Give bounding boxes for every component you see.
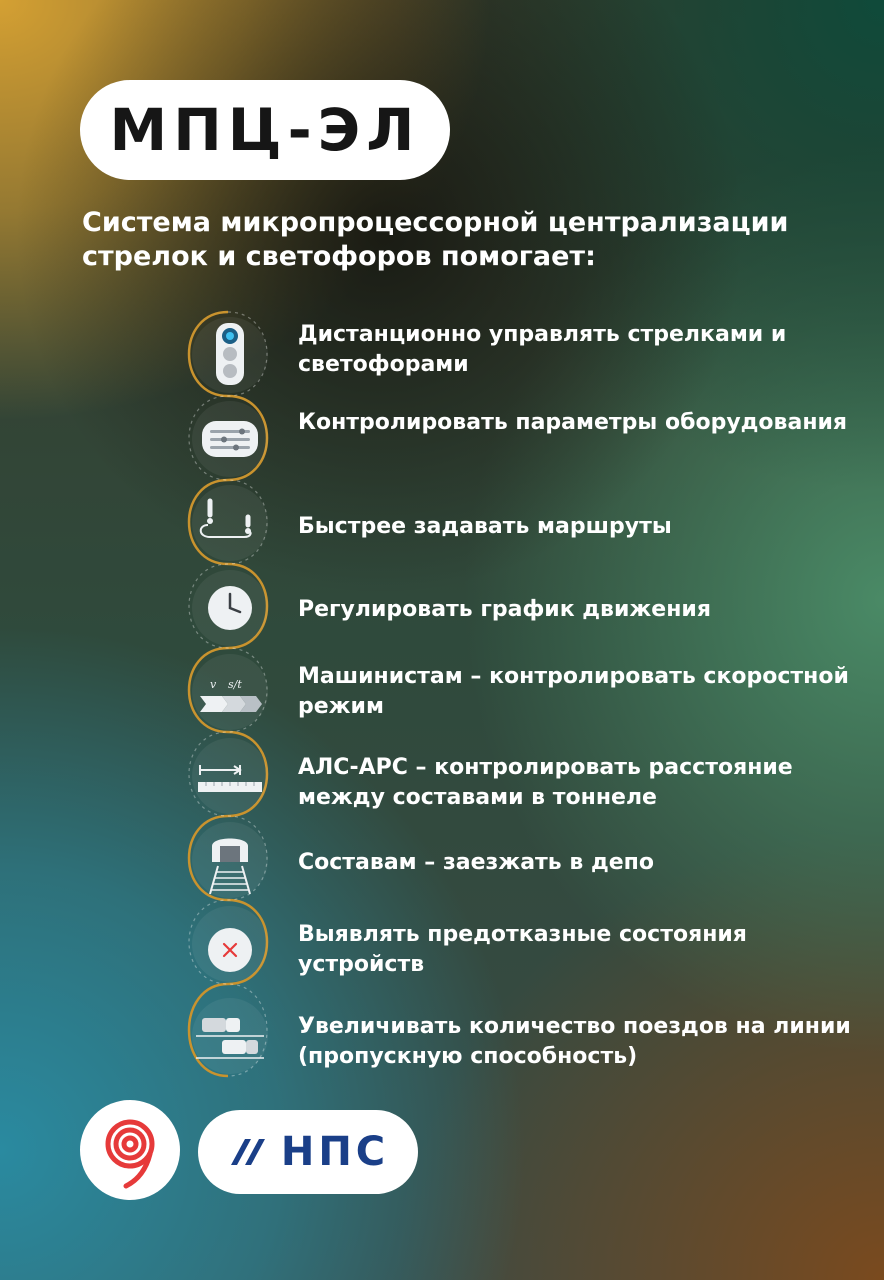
traffic-light-icon: [188, 313, 272, 397]
item-label-9: Увеличивать количество поездов на линии (пропускную способность): [298, 1014, 851, 1069]
item-label-4: Регулировать график движения: [298, 597, 711, 622]
failure-icon: [188, 902, 272, 986]
svg-text:s/t: s/t: [228, 678, 242, 691]
item-label-7: Составам – заезжать в депо: [298, 850, 654, 875]
distance-icon: [188, 734, 272, 818]
depot-icon: [188, 818, 272, 902]
item-label-1: Дистанционно управлять стрелками и светофорами: [298, 322, 787, 377]
item-label-5: Машинистам – контролировать скоростной режим: [298, 664, 849, 719]
slashes-icon: [227, 1137, 271, 1167]
route-icon: [188, 481, 272, 565]
nps-logo: [198, 1110, 418, 1194]
item-label-2: Контролировать параметры оборудования: [298, 410, 848, 435]
page-title: МПЦ-ЭЛ: [109, 96, 421, 164]
item-label-3: Быстрее задавать маршруты: [298, 514, 672, 539]
speed-icon: [188, 650, 272, 734]
item-label-8: Выявлять предотказные состояния устройств: [298, 922, 747, 977]
item-label-6: АЛС-АРС – контролировать расстояние между составами в тоннеле: [298, 755, 793, 810]
metro-logo: [80, 1100, 180, 1200]
subtitle: Система микропроцессорной централизации стрелок и светофоров помогает:: [82, 207, 789, 272]
brand-text: НПС: [280, 1129, 390, 1175]
metro-logo-icon: [80, 1100, 180, 1200]
svg-text:v: v: [210, 678, 217, 691]
trains-icon: [188, 994, 272, 1078]
clock-icon: [188, 566, 272, 650]
control-panel-icon: [188, 397, 272, 481]
